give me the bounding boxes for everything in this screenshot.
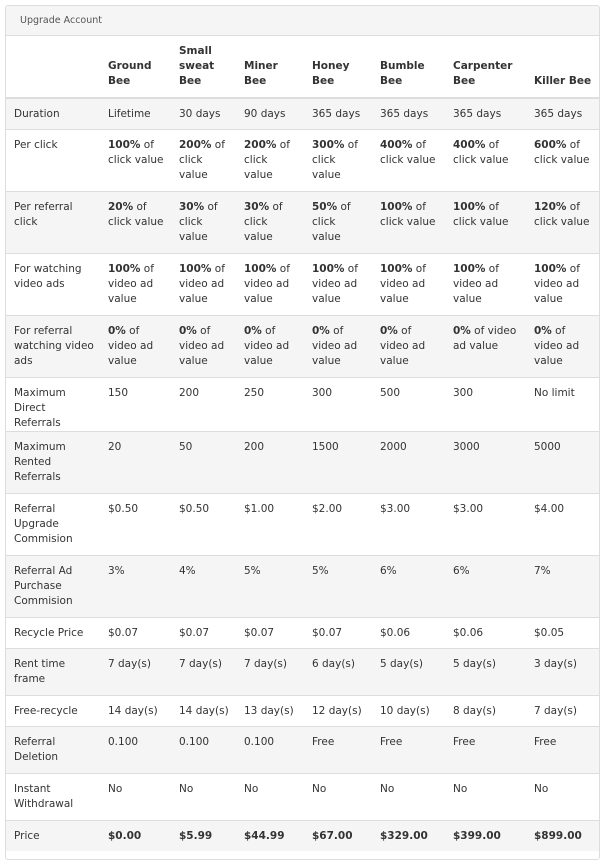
table-cell: 4%: [171, 556, 236, 618]
table-cell: [445, 254, 526, 316]
cell-percentage: 400%: [453, 139, 486, 151]
table-cell: [171, 316, 236, 378]
cell-suffix: of video ad value: [534, 263, 580, 305]
table-cell: [526, 192, 599, 254]
cell-suffix: of click value: [179, 201, 218, 243]
table-cell: $0.07: [236, 618, 304, 649]
cell-percentage: 600%: [534, 139, 567, 151]
table-cell: [304, 130, 372, 192]
cell-percentage: 0%: [108, 325, 126, 337]
table-cell: [445, 130, 526, 192]
table-cell: 300: [445, 378, 526, 432]
table-cell: $0.05: [526, 618, 599, 649]
table-cell: No: [171, 774, 236, 821]
table-cell: $399.00: [445, 821, 526, 852]
row-label: Price: [6, 821, 100, 852]
cell-percentage: 0%: [380, 325, 398, 337]
cell-suffix: of video ad value: [534, 325, 580, 367]
table-cell: No: [526, 774, 599, 821]
cell-suffix: of video ad value: [453, 325, 517, 352]
table-cell: 150: [100, 378, 171, 432]
table-cell: [236, 254, 304, 316]
row-label: Referral Deletion: [6, 727, 100, 774]
table-cell: 5%: [304, 556, 372, 618]
table-cell: 0.100: [100, 727, 171, 774]
table-cell: 1500: [304, 432, 372, 494]
table-cell: $0.06: [372, 618, 445, 649]
table-cell: $0.07: [171, 618, 236, 649]
table-cell: [445, 192, 526, 254]
cell-percentage: 0%: [179, 325, 197, 337]
table-cell: [445, 316, 526, 378]
table-header-row: [6, 36, 599, 98]
column-header: Carpenter Bee: [445, 36, 526, 98]
table-row: [6, 494, 599, 556]
table-cell: [526, 316, 599, 378]
table-cell: 0.100: [171, 727, 236, 774]
row-label: Per referral click: [6, 192, 100, 254]
column-header: Bumble Bee: [372, 36, 445, 98]
cell-percentage: 100%: [244, 263, 277, 275]
cell-percentage: 120%: [534, 201, 567, 213]
table-cell: [526, 254, 599, 316]
table-cell: [171, 254, 236, 316]
table-row: [6, 98, 599, 130]
cell-suffix: of click value: [312, 201, 351, 243]
table-cell: 6 day(s): [304, 649, 372, 696]
table-cell: 3%: [100, 556, 171, 618]
table-cell: No: [445, 774, 526, 821]
cell-percentage: 100%: [380, 263, 413, 275]
cell-percentage: 100%: [108, 139, 141, 151]
table-cell: [304, 316, 372, 378]
row-label: Duration: [6, 98, 100, 130]
membership-comparison-table: [6, 36, 599, 851]
table-cell: 30 days: [171, 98, 236, 130]
row-label: Free-recycle: [6, 696, 100, 727]
table-row: [6, 432, 599, 494]
cell-percentage: 20%: [108, 201, 134, 213]
table-cell: 365 days: [445, 98, 526, 130]
cell-percentage: 300%: [312, 139, 345, 151]
column-header: Killer Bee: [526, 36, 599, 98]
table-cell: 13 day(s): [236, 696, 304, 727]
table-cell: $44.99: [236, 821, 304, 852]
table-cell: 365 days: [372, 98, 445, 130]
table-cell: $5.99: [171, 821, 236, 852]
table-cell: 5 day(s): [372, 649, 445, 696]
table-cell: Free: [445, 727, 526, 774]
table-cell: [372, 130, 445, 192]
table-cell: 6%: [445, 556, 526, 618]
cell-percentage: 0%: [534, 325, 552, 337]
cell-suffix: of click value: [179, 139, 225, 181]
table-cell: 8 day(s): [445, 696, 526, 727]
cell-suffix: of click value: [244, 201, 283, 243]
cell-suffix: of click value: [312, 139, 358, 181]
table-row: [6, 316, 599, 378]
row-label: Referral Ad Purchase Commision: [6, 556, 100, 618]
table-cell: $1.00: [236, 494, 304, 556]
table-row: [6, 618, 599, 649]
table-cell: 0.100: [236, 727, 304, 774]
table-cell: 300: [304, 378, 372, 432]
cell-percentage: 30%: [179, 201, 205, 213]
row-label: Per click: [6, 130, 100, 192]
row-label: Recycle Price: [6, 618, 100, 649]
table-cell: $67.00: [304, 821, 372, 852]
cell-suffix: of video ad value: [179, 263, 225, 305]
table-cell: 250: [236, 378, 304, 432]
table-cell: 200: [236, 432, 304, 494]
table-cell: $0.06: [445, 618, 526, 649]
panel-title: Upgrade Account: [6, 6, 599, 36]
column-header: Miner Bee: [236, 36, 304, 98]
cell-percentage: 0%: [244, 325, 262, 337]
cell-suffix: of video ad value: [312, 263, 358, 305]
cell-percentage: 0%: [453, 325, 471, 337]
row-label: Maximum Rented Referrals: [6, 432, 100, 494]
table-cell: [236, 192, 304, 254]
table-row: [6, 821, 599, 852]
cell-suffix: of click value: [453, 139, 509, 166]
table-cell: Lifetime: [100, 98, 171, 130]
table-cell: [236, 316, 304, 378]
table-cell: [236, 130, 304, 192]
cell-suffix: of video ad value: [380, 263, 426, 305]
table-cell: 7%: [526, 556, 599, 618]
table-cell: 3 day(s): [526, 649, 599, 696]
table-cell: 5%: [236, 556, 304, 618]
table-cell: [304, 192, 372, 254]
cell-suffix: of video ad value: [453, 263, 499, 305]
cell-suffix: of click value: [244, 139, 290, 181]
table-cell: 3000: [445, 432, 526, 494]
table-row: [6, 774, 599, 821]
upgrade-account-panel: [5, 5, 600, 860]
cell-percentage: 100%: [179, 263, 212, 275]
cell-suffix: of click value: [453, 201, 509, 228]
column-header: Ground Bee: [100, 36, 171, 98]
cell-percentage: 0%: [312, 325, 330, 337]
table-cell: [171, 130, 236, 192]
table-cell: $0.07: [304, 618, 372, 649]
table-cell: $0.50: [171, 494, 236, 556]
table-cell: No limit: [526, 378, 599, 432]
table-row: [6, 727, 599, 774]
cell-suffix: of click value: [380, 139, 436, 166]
column-header: Small sweat Bee: [171, 36, 236, 98]
table-cell: 365 days: [304, 98, 372, 130]
table-cell: 14 day(s): [100, 696, 171, 727]
cell-suffix: of click value: [534, 201, 590, 228]
table-cell: 20: [100, 432, 171, 494]
table-row: [6, 649, 599, 696]
cell-percentage: 200%: [244, 139, 277, 151]
table-cell: $3.00: [372, 494, 445, 556]
table-cell: 14 day(s): [171, 696, 236, 727]
table-cell: [372, 192, 445, 254]
table-cell: [372, 316, 445, 378]
table-cell: 500: [372, 378, 445, 432]
table-cell: [100, 192, 171, 254]
cell-percentage: 400%: [380, 139, 413, 151]
table-cell: 6%: [372, 556, 445, 618]
table-cell: No: [372, 774, 445, 821]
table-cell: $2.00: [304, 494, 372, 556]
cell-suffix: of video ad value: [244, 325, 290, 367]
table-cell: Free: [526, 727, 599, 774]
table-row: [6, 378, 599, 432]
table-cell: [100, 130, 171, 192]
cell-percentage: 100%: [108, 263, 141, 275]
table-row: [6, 556, 599, 618]
table-cell: Free: [304, 727, 372, 774]
cell-suffix: of video ad value: [179, 325, 225, 367]
table-cell: [100, 254, 171, 316]
table-cell: No: [304, 774, 372, 821]
table-cell: $0.07: [100, 618, 171, 649]
table-cell: 7 day(s): [236, 649, 304, 696]
table-cell: $3.00: [445, 494, 526, 556]
table-cell: [526, 130, 599, 192]
table-cell: $329.00: [372, 821, 445, 852]
cell-suffix: of click value: [534, 139, 590, 166]
table-row: [6, 254, 599, 316]
cell-percentage: 100%: [380, 201, 413, 213]
header-empty: [6, 36, 100, 98]
cell-suffix: of video ad value: [108, 263, 154, 305]
row-label: Rent time frame: [6, 649, 100, 696]
table-cell: 5000: [526, 432, 599, 494]
row-label: Referral Upgrade Commision: [6, 494, 100, 556]
table-cell: No: [100, 774, 171, 821]
table-cell: 10 day(s): [372, 696, 445, 727]
cell-percentage: 100%: [453, 263, 486, 275]
cell-percentage: 100%: [312, 263, 345, 275]
cell-suffix: of click value: [380, 201, 436, 228]
table-cell: 7 day(s): [171, 649, 236, 696]
row-label: For watching video ads: [6, 254, 100, 316]
table-cell: [304, 254, 372, 316]
row-label: Maximum Direct Referrals: [6, 378, 100, 432]
cell-suffix: of click value: [108, 201, 164, 228]
cell-percentage: 30%: [244, 201, 270, 213]
table-row: [6, 696, 599, 727]
table-cell: $4.00: [526, 494, 599, 556]
cell-percentage: 200%: [179, 139, 212, 151]
table-row: [6, 192, 599, 254]
table-cell: 200: [171, 378, 236, 432]
cell-percentage: 50%: [312, 201, 338, 213]
table-cell: 90 days: [236, 98, 304, 130]
table-cell: Free: [372, 727, 445, 774]
table-cell: 5 day(s): [445, 649, 526, 696]
table-cell: $0.50: [100, 494, 171, 556]
table-cell: 50: [171, 432, 236, 494]
table-cell: [372, 254, 445, 316]
table-cell: 7 day(s): [100, 649, 171, 696]
cell-percentage: 100%: [534, 263, 567, 275]
table-row: [6, 130, 599, 192]
table-cell: [171, 192, 236, 254]
cell-suffix: of click value: [108, 139, 164, 166]
row-label: For referral watching video ads: [6, 316, 100, 378]
table-cell: $0.00: [100, 821, 171, 852]
table-cell: [100, 316, 171, 378]
table-cell: No: [236, 774, 304, 821]
cell-suffix: of video ad value: [312, 325, 358, 367]
table-cell: 7 day(s): [526, 696, 599, 727]
table-cell: 365 days: [526, 98, 599, 130]
table-cell: 2000: [372, 432, 445, 494]
cell-suffix: of video ad value: [244, 263, 290, 305]
row-label: Instant Withdrawal: [6, 774, 100, 821]
cell-suffix: of video ad value: [380, 325, 426, 367]
column-header: Honey Bee: [304, 36, 372, 98]
table-cell: $899.00: [526, 821, 599, 852]
cell-suffix: of video ad value: [108, 325, 154, 367]
cell-percentage: 100%: [453, 201, 486, 213]
table-cell: 12 day(s): [304, 696, 372, 727]
